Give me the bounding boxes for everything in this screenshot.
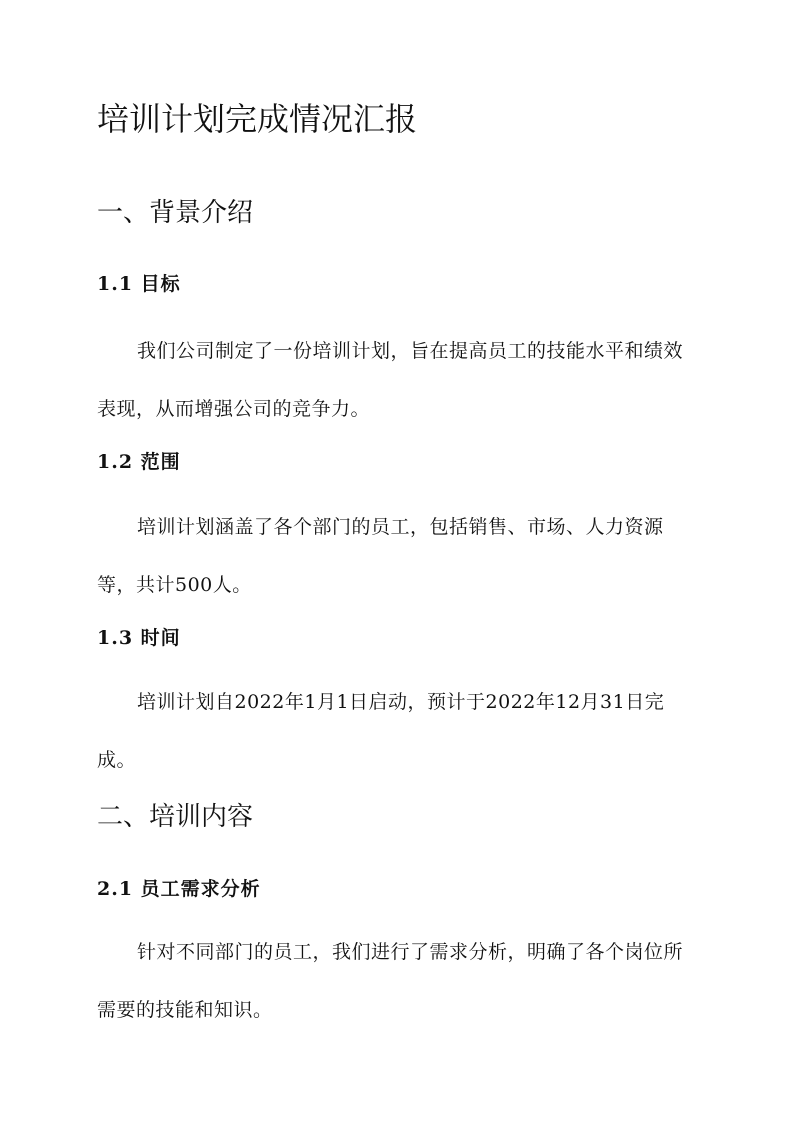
subsection-heading-time: 1.3 时间 [97,627,181,649]
section-heading-training-content: 二、培训内容 [97,802,254,832]
paragraph-time: 培训计划自2022年1月1日启动，预计于2022年12月31日完成。 [97,691,665,771]
paragraph-goal: 我们公司制定了一份培训计划，旨在提高员工的技能水平和绩效表现，从而增强公司的竞争力。 [97,340,684,420]
subsection-heading-goal: 1.1 目标 [97,273,181,295]
paragraph-needs-analysis: 针对不同部门的员工，我们进行了需求分析，明确了各个岗位所需要的技能和知识。 [97,941,684,1021]
subsection-heading-needs-analysis: 2.1 员工需求分析 [97,878,261,900]
subsection-heading-scope: 1.2 范围 [97,451,181,473]
paragraph-scope: 培训计划涵盖了各个部门的员工，包括销售、市场、人力资源等，共计500人。 [97,516,664,596]
section-heading-background: 一、背景介绍 [97,198,254,228]
document-title: 培训计划完成情况汇报 [97,100,418,138]
